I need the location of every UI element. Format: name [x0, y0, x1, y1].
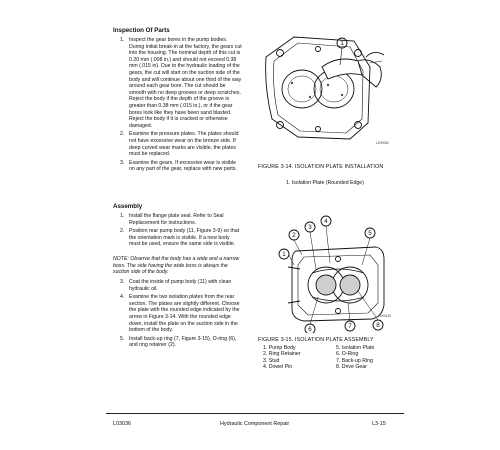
footer-page-number: L3-15 [372, 421, 386, 427]
list-item [120, 131, 242, 157]
figure-14-caption: FIGURE 3-14. ISOLATION PLATE INSTALLATION [258, 164, 384, 170]
legend-item: 3. Stud [263, 357, 280, 364]
inspection-heading: Inspection Of Parts [113, 27, 170, 34]
item-text: Install back-up ring (7, Figure 3-15), O-ring (6), and ring retainer (2). [129, 335, 237, 349]
list-item [120, 213, 242, 226]
note: NOTE: Observe that the body has a wide and a narrow boss. The side having the wide boss is always the suction side of the body. [113, 256, 240, 276]
callout-5: 5 [368, 230, 372, 237]
isolation-plate-assembly-figure [278, 213, 396, 333]
legend-item: 1. Pump Body [263, 345, 296, 351]
footer-doc-code: L03036 [113, 421, 131, 427]
inspection-list [120, 37, 242, 175]
item-number: 3. [120, 279, 125, 285]
item-text: Inspect the gear bores in the pump bodies. During initial break-in at the factory, the gears cut into the housing. The nominal depth of this cut is 0.20 mm (.008 in.) and should not exceed 0.38 mm (.015 in). Due to the hydraulic loading of the gears, the cut will start on the suction side of the body and will continue about one third of the way around each gear bore. The cut should be smooth with no deep grooves or deep scratches. Reject the body if the depth of the groove is greater than 0.38 mm (.015 in.), or if the gear bores look like they have been sand blasted. Reject the body if it is cracked or otherwise damaged. [129, 37, 242, 129]
item-number: 1. [120, 37, 125, 43]
legend-item: 7. Back-up Ring [336, 357, 373, 364]
item-number: 3. [120, 159, 125, 166]
figure-15-legend-right [336, 345, 400, 371]
legend-item: 4. Dowel Pin [263, 364, 293, 371]
footer-section-title: Hydraulic Component Repair [220, 421, 290, 427]
item-number: 2. [120, 131, 125, 138]
legend-item: 6. O-Ring [336, 351, 359, 358]
figure-code: LD90149 [378, 314, 391, 318]
legend-item: 5. Isolation Plate [336, 345, 375, 351]
list-item [120, 279, 242, 292]
callout-6: 6 [308, 326, 312, 333]
item-text: Examine the gears. If excessive wear is visible on any part of the gear, replace with new parts. [129, 159, 237, 173]
callout-3: 3 [308, 224, 312, 231]
figure-14-legend: 1. Isolation Plate (Rounded Edge) [286, 180, 364, 186]
list-item [120, 336, 242, 349]
callout-7: 7 [348, 323, 352, 330]
item-number: 1. [120, 213, 125, 219]
list-item [120, 228, 242, 248]
footer-divider [106, 413, 404, 414]
callout-8: 8 [376, 322, 380, 329]
item-number: 5. [120, 335, 125, 342]
item-text: Coat the inside of pump body (11) with clean hydraulic oil. [129, 279, 232, 292]
item-text: Install the flange plate seal. Refer to Seal Replacement for instructions. [129, 213, 224, 226]
figure-15-legend-left [263, 345, 323, 371]
assembly-heading: Assembly [113, 203, 143, 210]
item-number: 4. [120, 294, 125, 301]
item-text: Examine the pressure plates. The plates should not have excessive wear on the bronze side. If deep curved wear marks are visible, the plates must be replaced. [129, 131, 239, 158]
figure-code: LD90060 [376, 141, 389, 145]
assembly-list-b [120, 279, 242, 351]
list-item [120, 37, 242, 129]
list-item [120, 294, 242, 334]
item-text: Position rear pump body (11, Figure 3-9) so that the orientation mark is visible. If a new body must be used, ensure the same side is visible. [129, 228, 240, 248]
callout-2: 2 [292, 232, 296, 239]
figure-15-caption: FIGURE 3-15. ISOLATION PLATE ASSEMBLY [258, 337, 374, 343]
item-number: 2. [120, 228, 125, 235]
legend-item: 2. Ring Retainer [263, 351, 301, 358]
item-text: Examine the two isolation plates from the rear section. The plates are slightly different. Choose the plate with the rounded edge indicated by the arrow in Figure 3-14. With the rounded edge down, install the plate on the suction side in the bottom of the body. [129, 294, 240, 334]
callout-1: 1 [282, 251, 286, 258]
list-item [120, 160, 242, 173]
callout-4: 4 [324, 218, 328, 225]
isolation-plate-installation-figure [258, 27, 394, 152]
legend-item: 8. Drive Gear [336, 364, 367, 371]
callout-1: 1 [340, 40, 344, 47]
assembly-list-a [120, 213, 242, 250]
